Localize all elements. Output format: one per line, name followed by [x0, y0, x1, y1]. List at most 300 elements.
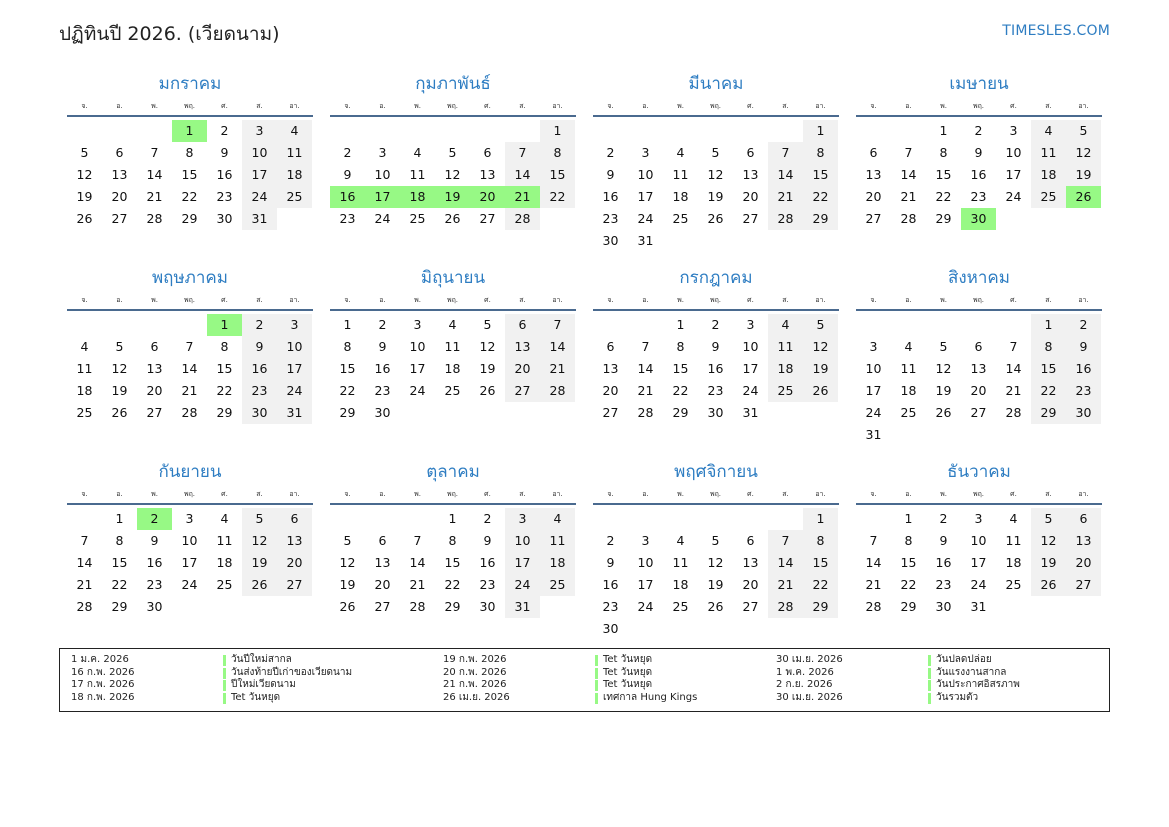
day-grid [67, 508, 313, 618]
day-cell: 22 [540, 186, 575, 208]
holiday-day: 21 [505, 186, 540, 208]
day-cell: 16 [146, 555, 163, 570]
day-cell: 15 [672, 361, 689, 376]
day-cell: 6 [277, 508, 312, 530]
day-cell: 29 [803, 208, 838, 230]
day-cell: 15 [1031, 358, 1066, 380]
day-cell: 26 [1031, 574, 1066, 596]
day-cell: 4 [904, 339, 913, 354]
weekday-label: พฤ. [972, 102, 985, 110]
header-divider [593, 503, 839, 505]
empty-cell [593, 508, 628, 530]
legend-row [776, 654, 1096, 667]
day-cell: 4 [80, 339, 89, 354]
day-cell: 1 [540, 120, 575, 142]
day-cell: 12 [339, 555, 356, 570]
day-cell: 14 [900, 167, 917, 182]
day-cell: 8 [904, 533, 913, 548]
holiday-marker [223, 693, 226, 704]
header-divider [856, 309, 1102, 311]
day-cell: 14 [865, 555, 882, 570]
day-cell: 12 [444, 167, 461, 182]
weekday-label: ศ. [221, 490, 228, 498]
day-cell: 30 [216, 211, 233, 226]
day-cell: 11 [1005, 533, 1022, 548]
weekday-label: จ. [344, 490, 351, 498]
weekday-label: ศ. [484, 102, 491, 110]
weekday-label: ศ. [221, 296, 228, 304]
day-cell: 26 [707, 599, 724, 614]
day-cell: 8 [185, 145, 194, 160]
day-cell: 24 [277, 380, 312, 402]
month-calendar [593, 458, 839, 646]
day-cell: 25 [277, 186, 312, 208]
day-cell: 24 [409, 383, 426, 398]
day-cell: 11 [409, 167, 426, 182]
day-cell: 22 [111, 577, 128, 592]
holiday-marker [223, 655, 226, 666]
holiday-name: Tet วันหยุด [603, 679, 653, 690]
empty-cell [698, 508, 733, 530]
day-cell: 23 [339, 211, 356, 226]
day-cell: 21 [768, 186, 803, 208]
months-grid [67, 70, 1102, 646]
day-cell: 9 [343, 167, 352, 182]
day-cell: 25 [216, 577, 233, 592]
day-cell: 18 [1005, 555, 1022, 570]
holiday-name: Tet วันหยุด [231, 691, 281, 703]
day-cell: 10 [742, 339, 759, 354]
header-divider [67, 115, 313, 117]
day-cell: 7 [505, 142, 540, 164]
empty-cell [435, 120, 470, 142]
day-cell: 13 [602, 361, 619, 376]
day-cell: 13 [146, 361, 163, 376]
weekday-label: จ. [607, 490, 614, 498]
weekday-label: อ. [905, 296, 912, 304]
day-cell: 2 [378, 317, 387, 332]
day-cell: 28 [409, 599, 426, 614]
day-cell: 9 [974, 145, 983, 160]
weekday-label: พฤ. [183, 490, 196, 498]
day-cell: 6 [483, 145, 492, 160]
month-calendar [856, 458, 1102, 646]
month-calendar [593, 70, 839, 258]
empty-cell [102, 120, 137, 142]
day-cell: 22 [444, 577, 461, 592]
day-cell: 4 [448, 317, 457, 332]
weekday-label: พ. [940, 490, 947, 498]
day-cell: 24 [865, 405, 882, 420]
empty-cell [996, 314, 1031, 336]
day-cell: 22 [935, 189, 952, 204]
day-cell: 27 [479, 211, 496, 226]
day-cell: 28 [768, 596, 803, 618]
day-cell: 26 [803, 380, 838, 402]
weekday-label: อา. [552, 102, 563, 110]
day-cell: 3 [378, 145, 387, 160]
day-cell: 9 [220, 145, 229, 160]
day-cell: 25 [768, 380, 803, 402]
day-cell: 17 [181, 555, 198, 570]
header-divider [856, 115, 1102, 117]
legend-row [443, 654, 763, 667]
day-cell: 20 [146, 383, 163, 398]
day-cell: 20 [865, 189, 882, 204]
holiday-day: 16 [330, 186, 365, 208]
weekday-label: พฤ. [972, 490, 985, 498]
empty-cell [330, 508, 365, 530]
day-cell: 21 [637, 383, 654, 398]
weekday-label: อ. [905, 490, 912, 498]
legend-row [776, 692, 1096, 705]
day-cell: 7 [1009, 339, 1018, 354]
day-cell: 16 [242, 358, 277, 380]
day-cell: 15 [803, 552, 838, 574]
month-name: เมษายน [949, 74, 1009, 94]
holiday-day: 26 [1066, 186, 1101, 208]
day-cell: 18 [1031, 164, 1066, 186]
weekday-label: พ. [414, 490, 421, 498]
day-cell: 5 [803, 314, 838, 336]
day-cell: 11 [1031, 142, 1066, 164]
day-cell: 20 [111, 189, 128, 204]
day-cell: 22 [672, 383, 689, 398]
day-cell: 7 [540, 314, 575, 336]
day-cell: 19 [1031, 552, 1066, 574]
day-cell: 20 [970, 383, 987, 398]
day-cell: 10 [1005, 145, 1022, 160]
weekday-label: ศ. [484, 296, 491, 304]
day-cell: 10 [277, 336, 312, 358]
day-cell: 24 [1005, 189, 1022, 204]
day-cell: 20 [505, 358, 540, 380]
day-cell: 13 [505, 336, 540, 358]
day-cell: 26 [111, 405, 128, 420]
legend-row [71, 667, 391, 680]
empty-cell [628, 120, 663, 142]
day-cell: 6 [746, 533, 755, 548]
weekday-label: อา. [289, 296, 300, 304]
holiday-name: Tet วันหยุด [603, 654, 653, 665]
day-cell: 30 [146, 599, 163, 614]
day-cell: 14 [637, 361, 654, 376]
day-cell: 28 [76, 599, 93, 614]
day-cell: 15 [540, 164, 575, 186]
day-cell: 24 [637, 599, 654, 614]
day-cell: 27 [505, 380, 540, 402]
empty-cell [926, 314, 961, 336]
legend-row [71, 679, 391, 692]
month-calendar [67, 70, 313, 258]
day-cell: 2 [242, 314, 277, 336]
day-cell: 17 [970, 555, 987, 570]
day-cell: 15 [216, 361, 233, 376]
day-cell: 30 [707, 405, 724, 420]
holiday-marker [595, 693, 598, 704]
weekday-label: ศ. [1010, 296, 1017, 304]
day-cell: 30 [374, 405, 391, 420]
day-cell: 24 [505, 574, 540, 596]
day-cell: 21 [181, 383, 198, 398]
day-cell: 9 [711, 339, 720, 354]
empty-cell [628, 508, 663, 530]
weekday-label: พฤ. [446, 102, 459, 110]
day-cell: 22 [339, 383, 356, 398]
holiday-name: วันส่งท้ายปีเก่าของเวียดนาม [231, 666, 353, 678]
weekday-label: พ. [677, 296, 684, 304]
day-cell: 14 [768, 552, 803, 574]
header-divider [330, 309, 576, 311]
day-cell: 14 [768, 164, 803, 186]
day-cell: 25 [900, 405, 917, 420]
holiday-name: วันรวมตัว [936, 691, 979, 703]
day-cell: 17 [1005, 167, 1022, 182]
day-cell: 27 [970, 405, 987, 420]
day-cell: 6 [150, 339, 159, 354]
day-cell: 3 [641, 145, 650, 160]
weekday-label: จ. [344, 102, 351, 110]
day-cell: 20 [374, 577, 391, 592]
day-cell: 23 [602, 599, 619, 614]
month-calendar [67, 458, 313, 646]
day-cell: 19 [111, 383, 128, 398]
weekday-label: พฤ. [972, 296, 985, 304]
day-cell: 23 [707, 383, 724, 398]
empty-cell [768, 120, 803, 142]
day-cell: 29 [900, 599, 917, 614]
day-cell: 26 [479, 383, 496, 398]
day-cell: 29 [672, 405, 689, 420]
day-cell: 30 [935, 599, 952, 614]
day-cell: 8 [115, 533, 124, 548]
day-cell: 10 [505, 530, 540, 552]
day-cell: 2 [606, 533, 615, 548]
day-grid [330, 120, 576, 230]
day-cell: 4 [676, 145, 685, 160]
weekday-label: พฤ. [446, 490, 459, 498]
holiday-marker [595, 668, 598, 679]
day-cell: 12 [803, 336, 838, 358]
day-cell: 23 [242, 380, 277, 402]
day-cell: 20 [742, 577, 759, 592]
empty-cell [698, 120, 733, 142]
day-cell: 18 [672, 189, 689, 204]
holiday-date: 19 ก.พ. 2026 [443, 654, 507, 665]
day-grid [67, 120, 313, 230]
month-name: กรกฎาคม [679, 268, 753, 288]
day-cell: 28 [146, 211, 163, 226]
weekday-label: จ. [81, 490, 88, 498]
day-cell: 13 [277, 530, 312, 552]
holiday-marker [595, 680, 598, 691]
day-cell: 5 [483, 317, 492, 332]
day-cell: 26 [444, 211, 461, 226]
day-cell: 3 [277, 314, 312, 336]
weekday-label: อา. [289, 490, 300, 498]
empty-cell [172, 314, 207, 336]
day-cell: 27 [742, 211, 759, 226]
weekday-label: ศ. [747, 296, 754, 304]
day-cell: 1 [1031, 314, 1066, 336]
day-cell: 28 [1005, 405, 1022, 420]
day-cell: 10 [637, 167, 654, 182]
weekday-label: จ. [870, 296, 877, 304]
empty-cell [663, 120, 698, 142]
day-cell: 6 [115, 145, 124, 160]
day-cell: 18 [672, 577, 689, 592]
weekday-label: พฤ. [183, 102, 196, 110]
day-cell: 22 [803, 574, 838, 596]
day-cell: 31 [505, 596, 540, 618]
day-cell: 24 [242, 186, 277, 208]
day-cell: 2 [1066, 314, 1101, 336]
weekday-label: อ. [116, 490, 123, 498]
empty-cell [102, 314, 137, 336]
day-cell: 27 [602, 405, 619, 420]
day-cell: 29 [803, 596, 838, 618]
day-cell: 4 [1031, 120, 1066, 142]
day-cell: 5 [711, 145, 720, 160]
weekday-header [330, 486, 576, 503]
day-cell: 25 [1005, 577, 1022, 592]
empty-cell [856, 120, 891, 142]
weekday-label: อา. [815, 102, 826, 110]
day-cell: 21 [76, 577, 93, 592]
empty-cell [891, 314, 926, 336]
empty-cell [593, 314, 628, 336]
day-cell: 24 [970, 577, 987, 592]
day-cell: 4 [413, 145, 422, 160]
day-cell: 8 [939, 145, 948, 160]
weekday-label: จ. [870, 490, 877, 498]
day-cell: 31 [742, 405, 759, 420]
weekday-header [593, 98, 839, 115]
day-cell: 7 [150, 145, 159, 160]
month-name: มกราคม [158, 74, 222, 94]
day-cell: 7 [904, 145, 913, 160]
day-cell: 18 [76, 383, 93, 398]
day-cell: 8 [676, 339, 685, 354]
day-cell: 17 [277, 358, 312, 380]
day-cell: 10 [865, 361, 882, 376]
holiday-date: 26 เม.ย. 2026 [443, 691, 510, 703]
day-cell: 29 [1031, 402, 1066, 424]
day-cell: 30 [602, 233, 619, 248]
day-cell: 22 [181, 189, 198, 204]
day-cell: 13 [865, 167, 882, 182]
day-cell: 5 [1031, 508, 1066, 530]
day-cell: 19 [707, 189, 724, 204]
holiday-name: Tet วันหยุด [603, 666, 653, 678]
day-cell: 9 [483, 533, 492, 548]
day-cell: 3 [974, 511, 983, 526]
holiday-day: 30 [961, 208, 996, 230]
day-cell: 1 [676, 317, 685, 332]
day-cell: 6 [505, 314, 540, 336]
day-cell: 6 [869, 145, 878, 160]
day-cell: 1 [115, 511, 124, 526]
day-cell: 3 [1009, 123, 1018, 138]
day-cell: 13 [970, 361, 987, 376]
day-cell: 29 [339, 405, 356, 420]
day-cell: 15 [444, 555, 461, 570]
day-cell: 30 [602, 621, 619, 636]
weekday-label: อ. [379, 296, 386, 304]
weekday-label: พ. [940, 102, 947, 110]
day-cell: 11 [76, 361, 93, 376]
site-link[interactable]: TIMESLES.COM [1002, 23, 1110, 39]
day-cell: 2 [343, 145, 352, 160]
day-cell: 7 [869, 533, 878, 548]
day-cell: 18 [540, 552, 575, 574]
weekday-label: อ. [642, 490, 649, 498]
day-cell: 10 [242, 142, 277, 164]
holiday-date: 30 เม.ย. 2026 [776, 654, 843, 665]
empty-cell [733, 120, 768, 142]
weekday-label: พฤ. [709, 490, 722, 498]
day-cell: 12 [707, 167, 724, 182]
legend-row [71, 654, 391, 667]
holiday-name: เทศกาล Hung Kings [603, 691, 698, 703]
weekday-label: ศ. [221, 102, 228, 110]
day-cell: 2 [711, 317, 720, 332]
legend-row [443, 692, 763, 705]
day-cell: 21 [900, 189, 917, 204]
day-grid [67, 314, 313, 424]
day-cell: 14 [540, 336, 575, 358]
empty-cell [961, 314, 996, 336]
day-cell: 24 [637, 211, 654, 226]
weekday-label: อา. [1078, 102, 1089, 110]
weekday-label: ศ. [747, 102, 754, 110]
day-cell: 14 [505, 164, 540, 186]
holiday-date: 30 เม.ย. 2026 [776, 691, 843, 703]
empty-cell [67, 120, 102, 142]
weekday-label: ศ. [1010, 102, 1017, 110]
day-cell: 27 [865, 211, 882, 226]
day-cell: 19 [1066, 164, 1101, 186]
day-cell: 16 [970, 167, 987, 182]
weekday-label: อ. [642, 296, 649, 304]
weekday-label: ส. [1045, 102, 1052, 110]
weekday-label: อา. [552, 490, 563, 498]
month-calendar [856, 70, 1102, 258]
weekday-label: ศ. [747, 490, 754, 498]
empty-cell [593, 120, 628, 142]
day-cell: 26 [935, 405, 952, 420]
empty-cell [628, 314, 663, 336]
day-cell: 1 [904, 511, 913, 526]
weekday-header [330, 292, 576, 309]
weekday-header [67, 486, 313, 503]
day-cell: 24 [742, 383, 759, 398]
day-cell: 13 [111, 167, 128, 182]
day-cell: 27 [277, 574, 312, 596]
weekday-label: พ. [151, 490, 158, 498]
day-cell: 28 [540, 380, 575, 402]
day-cell: 19 [707, 577, 724, 592]
day-cell: 2 [606, 145, 615, 160]
weekday-header [330, 98, 576, 115]
empty-cell [400, 120, 435, 142]
month-name: พฤษภาคม [151, 268, 229, 288]
legend-row [443, 679, 763, 692]
day-cell: 12 [1031, 530, 1066, 552]
month-name: ตุลาคม [426, 462, 480, 482]
day-cell: 4 [277, 120, 312, 142]
day-cell: 4 [768, 314, 803, 336]
